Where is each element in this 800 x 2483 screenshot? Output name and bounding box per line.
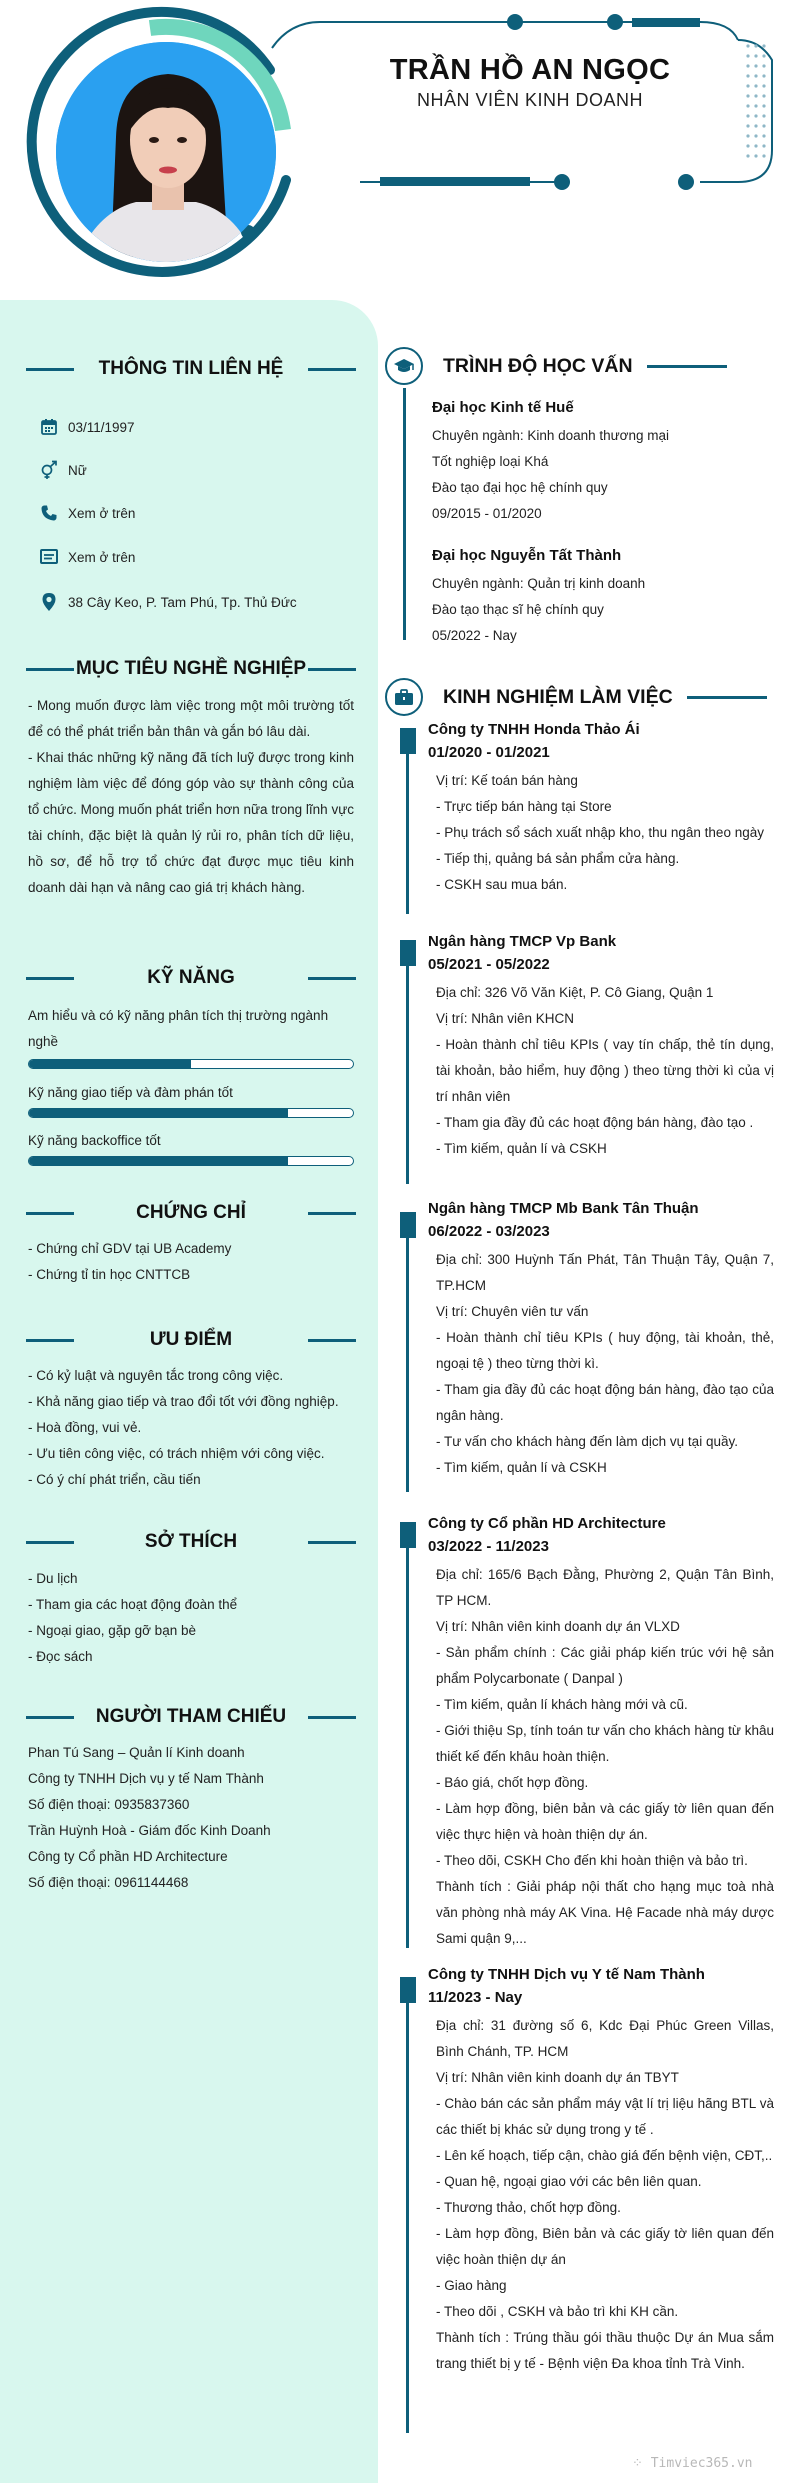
phone-text[interactable]: Xem ở trên — [68, 505, 136, 521]
job-detail-line: - Làm hợp đồng, Biên bản và các giấy tờ liên quan đến việc hoàn thiện dự án — [436, 2226, 774, 2267]
objective-paragraph: - Khai thác những kỹ năng đã tích luỹ được trong kinh nghiệm làm việc để đóng góp vào sự thành công của tổ chức. Mong muốn phát triển hơn nữa trong lĩnh vực tài chính, đặc biệt là quản lý rủi ro, phân tích dữ liệu, hồ sơ, để hỗ trợ tổ chức đạt được mục tiêu kinh doanh dài hạn và nâng cao giá trị khách hàng. — [28, 750, 354, 895]
email-text[interactable]: Xem ở trên — [68, 549, 136, 565]
job-timeline — [406, 966, 409, 1184]
contact-item-gender — [38, 458, 87, 482]
job-detail-line: - Lên kế hoạch, tiếp cận, chào giá đến bệnh viện, CĐT,.. — [436, 2148, 773, 2163]
list-item: Số điện thoại: 0961144468 — [28, 1875, 189, 1890]
objective-text — [28, 693, 354, 901]
education-detail: Chuyên ngành: Kinh doanh thương mại — [432, 428, 670, 443]
list-item: Công ty TNHH Dịch vụ y tế Nam Thành — [28, 1771, 264, 1786]
job-detail-line: - Tư vấn cho khách hàng đến làm dịch vụ tại quầy. — [436, 1434, 738, 1449]
job-detail-line: Địa chỉ: 165/6 Bạch Đằng, Phường 2, Quận Tân Bình, TP HCM. — [436, 1567, 774, 1608]
job-timeline — [406, 1548, 409, 1948]
list-item: Phan Tú Sang – Quản lí Kinh doanh — [28, 1745, 245, 1760]
job-detail-line: - Quan hệ, ngoại giao với các bên liên quan. — [436, 2174, 702, 2189]
references-list — [28, 1740, 358, 1896]
job-details — [428, 2013, 774, 2377]
list-item: - Hoà đồng, vui vẻ. — [28, 1420, 142, 1435]
list-item: Trần Huỳnh Hoà - Giám đốc Kinh Doanh — [28, 1823, 271, 1838]
job-detail-line: - Phụ trách sổ sách xuất nhập kho, thu ngân theo ngày — [436, 825, 764, 840]
certificates-list — [28, 1236, 358, 1288]
job-period: 05/2021 - 05/2022 — [428, 956, 550, 973]
school-name: Đại học Nguyễn Tất Thành — [432, 547, 622, 564]
job-period: 06/2022 - 03/2023 — [428, 1223, 550, 1240]
job-detail-line: - Tìm kiếm, quản lí và CSKH — [436, 1460, 607, 1475]
job-entry — [428, 930, 774, 1162]
briefcase-icon — [385, 678, 423, 716]
hobbies-section-heading: SỞ THÍCH — [26, 1527, 356, 1557]
job-detail-line: - Tham gia đầy đủ các hoạt động bán hàng, đào tạo . — [436, 1115, 754, 1130]
contact-item-address — [38, 590, 297, 614]
list-item: - Có kỷ luật và nguyên tắc trong công việc. — [28, 1368, 284, 1383]
email-icon — [38, 546, 60, 568]
job-details — [428, 1247, 774, 1481]
job-detail-line: - Tìm kiếm, quản lí khách hàng mới và cũ. — [436, 1697, 688, 1712]
hobbies-list — [28, 1566, 358, 1670]
gender-text: Nữ — [68, 462, 87, 478]
job-detail-line: Vị trí: Nhân viên kinh doanh dự án VLXD — [436, 1619, 680, 1634]
skill-level-bar — [28, 1108, 354, 1118]
education-detail: Tốt nghiệp loại Khá — [432, 454, 549, 469]
job-detail-line: Địa chỉ: 326 Võ Văn Kiệt, P. Cô Giang, Quận 1 — [436, 985, 714, 1000]
company-name: Công ty Cổ phần HD Architecture — [428, 1515, 666, 1532]
job-entry — [428, 718, 774, 898]
job-marker — [400, 940, 416, 966]
job-detail-line: - Thương thảo, chốt hợp đồng. — [436, 2200, 621, 2215]
job-timeline — [406, 754, 409, 914]
watermark-text: Timviec365.vn — [650, 2456, 753, 2471]
job-marker — [400, 1212, 416, 1238]
job-period: 01/2020 - 01/2021 — [428, 744, 550, 761]
education-entry — [432, 395, 772, 527]
job-detail-line: - Hoàn thành chỉ tiêu KPIs ( huy động, tài khoản, thẻ, ngoại tệ ) theo từng thời kì. — [436, 1330, 774, 1371]
contact-item-birthdate — [38, 415, 135, 439]
education-detail: Đào tạo thạc sĩ hệ chính quy — [432, 602, 604, 617]
job-detail-line: - CSKH sau mua bán. — [436, 877, 568, 892]
job-period: 03/2022 - 11/2023 — [428, 1538, 549, 1555]
job-marker — [400, 1522, 416, 1548]
job-detail-line: - Giao hàng — [436, 2278, 507, 2293]
job-timeline — [406, 1238, 409, 1492]
job-detail-line: Vị trí: Chuyên viên tư vấn — [436, 1304, 589, 1319]
job-detail-line: Thành tích : Giải pháp nội thất cho hạng mục toà nhà văn phòng nhà máy AK Vina. Hệ Facade nhà máy dược Sami quận 9,... — [436, 1879, 774, 1946]
list-item: Số điện thoại: 0935837360 — [28, 1797, 190, 1812]
education-entry — [432, 543, 772, 649]
job-detail-line: - Giới thiệu Sp, tính toán tư vấn cho khách hàng từ khâu thiết kế đến khâu hoàn thiện. — [436, 1723, 774, 1764]
list-item: - Tham gia các hoạt động đoàn thể — [28, 1597, 238, 1612]
skill-label: Kỹ năng backoffice tốt — [28, 1133, 161, 1148]
job-marker — [400, 1977, 416, 2003]
logo-icon: ⁘ — [632, 2456, 651, 2471]
skill-level-bar — [28, 1059, 354, 1069]
job-detail-line: - Theo dõi , CSKH và bảo trì khi KH cần. — [436, 2304, 679, 2319]
job-entry — [428, 1963, 774, 2377]
job-entry — [428, 1197, 774, 1481]
job-detail-line: - Tiếp thị, quảng bá sản phẩm cửa hàng. — [436, 851, 680, 866]
education-detail: Chuyên ngành: Quản trị kinh doanh — [432, 576, 646, 591]
objective-paragraph: - Mong muốn được làm việc trong một môi trường tốt để có thể phát triển bản thân và gắn bó lâu dài. — [28, 698, 354, 739]
education-timeline — [403, 388, 406, 640]
list-item: - Đọc sách — [28, 1649, 93, 1664]
job-detail-line: - Hoàn thành chỉ tiêu KPIs ( vay tín chấp, thẻ tín dụng, tài khoản, bảo hiểm, huy động ) theo từng thời kì của vị trí nhân viên — [436, 1037, 774, 1104]
graduation-cap-icon — [385, 347, 423, 385]
cv-header — [0, 0, 800, 300]
skills-section-heading: KỸ NĂNG — [26, 963, 356, 993]
certificates-section-heading: CHỨNG CHỈ — [26, 1198, 356, 1228]
education-period: 05/2022 - Nay — [432, 628, 517, 643]
school-name: Đại học Kinh tế Huế — [432, 399, 574, 416]
strengths-list — [28, 1363, 358, 1493]
location-pin-icon — [38, 591, 60, 613]
job-detail-line: - Tìm kiếm, quản lí và CSKH — [436, 1141, 607, 1156]
experience-section-heading — [385, 677, 767, 717]
company-name: Công ty TNHH Dịch vụ Y tế Nam Thành — [428, 1966, 705, 1983]
list-item: - Có ý chí phát triển, cầu tiến — [28, 1472, 201, 1487]
company-name: Ngân hàng TMCP Mb Bank Tân Thuận — [428, 1200, 699, 1217]
references-section-heading: NGƯỜI THAM CHIẾU — [26, 1702, 356, 1732]
strengths-section-heading: ƯU ĐIỂM — [26, 1325, 356, 1355]
job-detail-line: - Theo dõi, CSKH Cho đến khi hoàn thiện và bảo trì. — [436, 1853, 748, 1868]
address-text: 38 Cây Keo, P. Tam Phú, Tp. Thủ Đức — [68, 594, 297, 610]
education-detail: Đào tạo đại học hệ chính quy — [432, 480, 608, 495]
contact-item-email — [38, 545, 135, 569]
job-detail-line: Vị trí: Nhân viên kinh doanh dự án TBYT — [436, 2070, 679, 2085]
skill-level-bar — [28, 1156, 354, 1166]
job-details — [428, 1562, 774, 1952]
candidate-name: TRẦN HỒ AN NGỌC — [389, 54, 671, 86]
list-item: - Chứng tỉ tin học CNTTCB — [28, 1267, 191, 1282]
birthdate-text: 03/11/1997 — [68, 419, 135, 435]
job-timeline — [406, 2003, 409, 2433]
profile-photo — [56, 42, 276, 262]
job-period: 11/2023 - Nay — [428, 1989, 523, 2006]
education-section-heading — [385, 346, 727, 386]
job-detail-line: - Sản phẩm chính : Các giải pháp kiến trúc với hệ sản phẩm Polycarbonate ( Danpal ) — [436, 1645, 774, 1686]
job-marker — [400, 728, 416, 754]
job-detail-line: - Trực tiếp bán hàng tại Store — [436, 799, 612, 814]
job-details — [428, 768, 774, 898]
education-title: TRÌNH ĐỘ HỌC VẤN — [443, 354, 633, 377]
skill-label: Am hiểu và có kỹ năng phân tích thị trường ngành nghề — [28, 1008, 329, 1049]
job-detail-line: - Làm hợp đồng, biên bản và các giấy tờ liên quan đến việc thực hiện và hoàn thiện dự án. — [436, 1801, 774, 1842]
job-detail-line: Thành tích : Trúng thầu gói thầu thuộc Dự án Mua sắm trang thiết bị y tế - Bệnh viện Đa khoa tỉnh Trà Vinh. — [436, 2330, 774, 2371]
education-period: 09/2015 - 01/2020 — [432, 506, 542, 521]
list-item: Công ty Cổ phần HD Architecture — [28, 1849, 228, 1864]
list-item: - Khả năng giao tiếp và trao đổi tốt với đồng nghiệp. — [28, 1394, 339, 1409]
job-detail-line: - Tham gia đầy đủ các hoạt động bán hàng, đào tạo của ngân hàng. — [436, 1382, 774, 1423]
job-entry — [428, 1512, 774, 1952]
company-name: Ngân hàng TMCP Vp Bank — [428, 933, 617, 950]
job-detail-line: Vị trí: Nhân viên KHCN — [436, 1011, 575, 1026]
job-detail-line: - Chào bán các sản phẩm máy vật lí trị liệu hãng BTL và các thiết bị khác sử dụng trong y tế . — [436, 2096, 774, 2137]
gender-icon — [38, 459, 60, 481]
list-item: - Ưu tiên công việc, có trách nhiệm với công việc. — [28, 1446, 325, 1461]
objective-section-heading: MỤC TIÊU NGHỀ NGHIỆP — [26, 654, 356, 684]
skill-label: Kỹ năng giao tiếp và đàm phán tốt — [28, 1085, 233, 1100]
list-item: - Chứng chỉ GDV tại UB Academy — [28, 1241, 232, 1256]
job-detail-line: - Báo giá, chốt hợp đồng. — [436, 1775, 589, 1790]
experience-title: KINH NGHIỆM LÀM VIỆC — [443, 685, 673, 708]
job-detail-line: Địa chỉ: 300 Huỳnh Tấn Phát, Tân Thuận Tây, Quận 7, TP.HCM — [436, 1252, 774, 1293]
phone-icon — [38, 502, 60, 524]
candidate-job-title: NHÂN VIÊN KINH DOANH — [416, 90, 644, 110]
job-detail-line: Địa chỉ: 31 đường số 6, Kdc Đại Phúc Green Villas, Bình Chánh, TP. HCM — [436, 2018, 774, 2059]
calendar-icon — [38, 416, 60, 438]
list-item: - Du lịch — [28, 1571, 78, 1586]
contact-item-phone — [38, 501, 135, 525]
contact-section-heading: THÔNG TIN LIÊN HỆ — [26, 354, 356, 384]
job-details — [428, 980, 774, 1162]
list-item: - Ngoại giao, gặp gỡ bạn bè — [28, 1623, 196, 1638]
company-name: Công ty TNHH Honda Thảo Ái — [428, 721, 640, 738]
job-detail-line: Vị trí: Kế toán bán hàng — [436, 773, 578, 788]
watermark — [632, 2456, 752, 2471]
